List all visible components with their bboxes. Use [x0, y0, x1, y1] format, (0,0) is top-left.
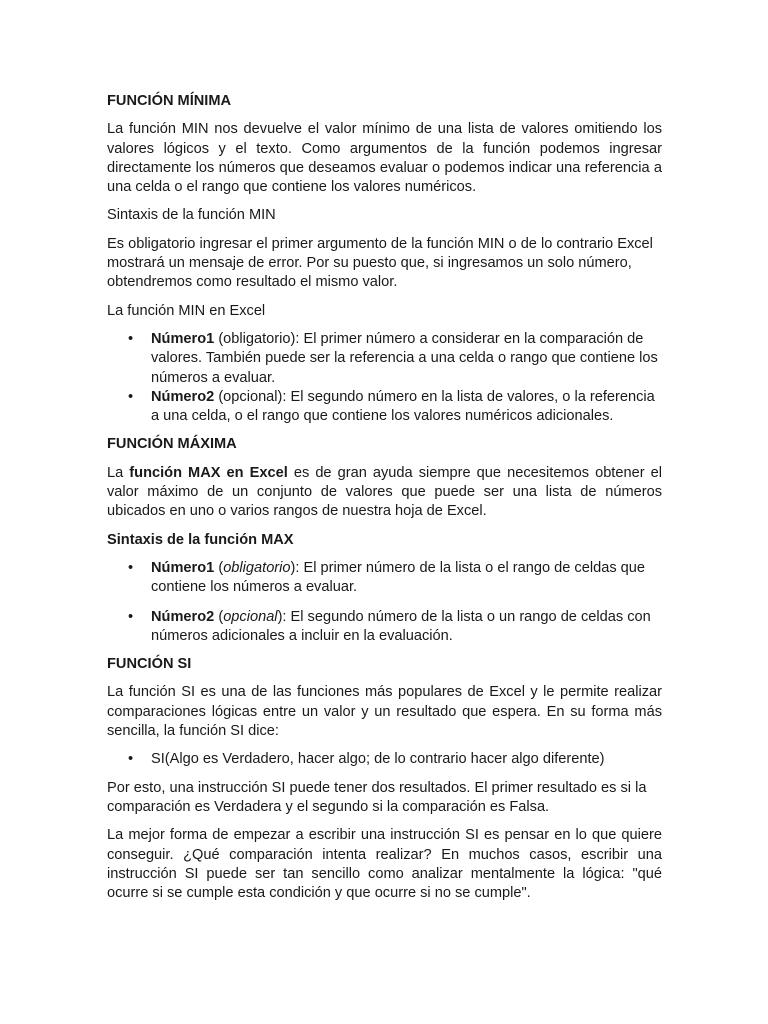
paragraph-min-intro: La función MIN nos devuelve el valor mínimo de una lista de valores omitiendo los valores lógicos y el texto. Como argumentos de la función podemos ingresar directamente los números que deseamos evaluar o podemos indicar una referencia a una celda o el rango que contiene los valores numéricos. [107, 121, 662, 196]
min-arguments-list [107, 330, 662, 426]
bullet-glyph: • [128, 751, 134, 768]
paragraph-si-results: Por esto, una instrucción SI puede tener dos resultados. El primer resultado es si la comparación es Verdadera y el segundo si la comparación es Falsa. [107, 779, 647, 815]
paragraph-si-intro: La función SI es una de las funciones más populares de Excel y le permite realizar comparaciones lógicas entre un valor y un resultado que espera. En su forma más sencilla, la función SI dice: [107, 684, 662, 740]
term-numero2: Número2 [151, 608, 215, 625]
paragraph-si-best-way: La mejor forma de empezar a escribir una instrucción SI es pensar en lo que quiere conseguir. ¿Qué comparación intenta realizar? En muchos casos, escribir una instrucción SI puede ser tan sencillo como analizar mentalmente la lógica: "qué ocurre si se cumple esta condición y que ocurre si no se cumple". [107, 827, 662, 902]
list-item-max-numero2 [107, 608, 662, 647]
si-syntax-text: SI(Algo es Verdadero, hacer algo; de lo contrario hacer algo diferente) [151, 751, 605, 768]
heading-funcion-minima: FUNCIÓN MÍNIMA [107, 93, 232, 109]
list-item-min-numero2 [107, 388, 662, 427]
paragraph-max-intro [107, 464, 662, 522]
subheading-max-syntax: Sintaxis de la función MAX [107, 531, 294, 548]
qualifier-opcional: opcional [223, 608, 278, 625]
max-intro-rest: es de gran ayuda siempre que necesitemos obtener el valor máximo de un conjunto de valores que puede ser una lista de números ubicados en uno o varios rangos de nuestra hoja de Excel. [107, 464, 662, 520]
term-numero2: Número2 [151, 388, 215, 405]
description-numero1: : El primer número a considerar en la comparación de valores. También puede ser la referencia a una celda o rango que contiene los números a evaluar. [151, 330, 658, 386]
max-arguments-list [107, 559, 662, 646]
qualifier-obligatorio: (obligatorio) [214, 330, 296, 347]
heading-funcion-si: FUNCIÓN SI [107, 656, 192, 673]
paragraph-min-required: Es obligatorio ingresar el primer argumento de la función MIN o de lo contrario Excel mostrará un mensaje de error. Por su puesto que, si ingresamos un solo número, obtendremos como resultado el mismo valor. [107, 235, 653, 291]
list-item-si-syntax [107, 750, 662, 769]
description-numero2: ): El segundo número de la lista o un rango de celdas con números adicionales a incluir en la evaluación. [151, 608, 651, 644]
bullet-glyph: • [128, 330, 134, 347]
max-intro-start: La [107, 464, 130, 481]
list-item-min-numero1 [107, 330, 662, 388]
document-page [107, 92, 662, 912]
term-numero1: Número1 [151, 330, 215, 347]
bullet-glyph: • [128, 559, 134, 576]
bullet-glyph: • [128, 608, 134, 625]
description-numero2: : El segundo número en la lista de valores, o la referencia a una celda, o el rango que contiene los valores numéricos adicionales. [151, 388, 655, 425]
max-intro-bold: función MAX en Excel [129, 464, 288, 481]
paragraph-min-syntax-title: Sintaxis de la función MIN [107, 207, 276, 224]
heading-funcion-maxima: FUNCIÓN MÁXIMA [107, 436, 237, 453]
bullet-glyph: • [128, 388, 134, 405]
list-item-max-numero1 [107, 559, 662, 598]
qualifier-opcional: (opcional) [214, 388, 283, 405]
paragraph-min-in-excel: La función MIN en Excel [107, 302, 266, 319]
si-syntax-list [107, 750, 662, 769]
qualifier-obligatorio: obligatorio [223, 559, 291, 576]
term-numero1: Número1 [151, 559, 215, 576]
paren-open: ( [214, 559, 224, 576]
description-numero1: ): El primer número de la lista o el rango de celdas que contiene los números a evaluar. [151, 559, 646, 596]
paren-open: ( [214, 608, 224, 625]
